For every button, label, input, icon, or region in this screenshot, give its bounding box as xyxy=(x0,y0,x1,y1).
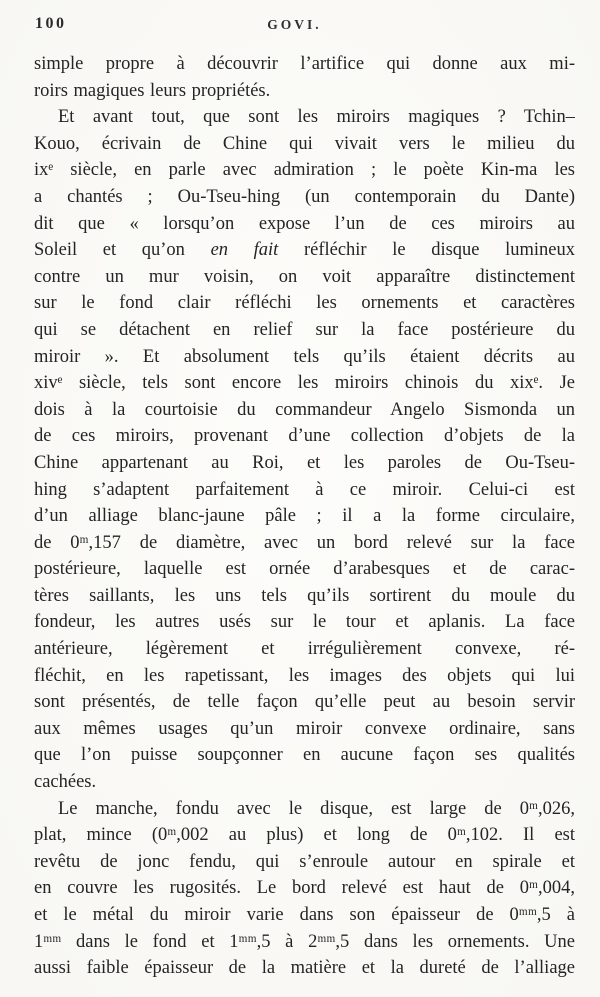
running-header: GOVI. xyxy=(267,17,322,32)
text-line: Kouo, écrivain de Chine qui vivait vers le milieu du xyxy=(34,133,575,154)
text-line: aux mêmes usages qu’un miroir convexe ordinaire, sans xyxy=(34,718,575,739)
text-line: plat, mince (0ᵐ,002 au plus) et long de 0ᵐ,102. Il est xyxy=(34,825,575,846)
text-line: que l’on puisse soupçonner en aucune façon ses qualités xyxy=(34,745,575,766)
text-line: de 0ᵐ,157 de diamètre, avec un bord relevé sur la face xyxy=(34,532,575,553)
text-line: 1ᵐᵐ dans le fond et 1ᵐᵐ,5 à 2ᵐᵐ,5 dans les ornements. Une xyxy=(34,931,575,952)
text-line: xivᵉ siècle, tels sont encore les miroirs chinois du xixᵉ. Je xyxy=(34,373,575,394)
text-segment: réfléchir le disque lumineux xyxy=(278,240,575,261)
text-line: dois à la courtoisie du commandeur Angelo Sismonda un xyxy=(34,399,575,420)
page-header xyxy=(34,13,575,39)
text-line: postérieure, laquelle est ornée d’arabesques et de carac- xyxy=(34,559,575,580)
text-line: a chantés ; Ou-Tseu-hing (un contemporain du Dante) xyxy=(34,186,575,207)
text-line: qui se détachent en relief sur la face postérieure du xyxy=(34,319,575,340)
text-line: roirs magiques leurs propriétés. xyxy=(34,80,271,101)
text-line: simple propre à découvrir l’artifice qui donne aux mi- xyxy=(34,54,575,74)
text-line: fondeur, les autres usés sur le tour et aplanis. La face xyxy=(34,612,575,633)
text-line: Chine appartenant au Roi, et les paroles de Ou-Tseu- xyxy=(34,452,575,473)
text-line: cachées. xyxy=(34,772,97,793)
page-body xyxy=(34,51,575,982)
text-line: contre un mur voisin, on voit apparaître distinctement xyxy=(34,266,575,287)
text-line: aussi faible épaisseur de la matière et la dureté de l’alliage xyxy=(34,958,575,979)
text-line: en couvre les rugosités. Le bord relevé est haut de 0ᵐ,004, xyxy=(34,878,575,899)
text-line: Et avant tout, que sont les miroirs magiques ? Tchin– xyxy=(58,107,575,128)
text-line: sont présentés, de telle façon qu’elle peut au besoin servir xyxy=(34,692,575,713)
text-line: hing s’adaptent parfaitement à ce miroir. Celui-ci est xyxy=(34,479,575,500)
text-line: sur le fond clair réfléchi les ornements et caractères xyxy=(34,293,575,314)
text-segment: Soleil et qu’on xyxy=(34,240,211,261)
text-line: tères saillants, les uns tels qu’ils sortirent du moule du xyxy=(34,585,575,606)
text-line: miroir ». Et absolument tels qu’ils étaient décrits au xyxy=(34,346,575,367)
text-line: Le manche, fondu avec le disque, est large de 0ᵐ,026, xyxy=(58,798,575,819)
text-line: et le métal du miroir varie dans son épaisseur de 0ᵐᵐ,5 à xyxy=(34,905,575,925)
emphasized-text: en fait xyxy=(210,240,279,261)
text-line: revêtu de jonc fendu, qui s’enroule autour en spirale et xyxy=(34,851,575,872)
text-line: ixᵉ siècle, en parle avec admiration ; le poète Kin-ma les xyxy=(34,160,575,181)
text-line: d’un alliage blanc-jaune pâle ; il a la forme circulaire, xyxy=(34,506,575,527)
text-line: antérieure, légèrement et irrégulièrement convexe, ré- xyxy=(34,639,575,660)
text-line xyxy=(34,237,575,264)
text-line: fléchit, en les rapetissant, les images des objets qui lui xyxy=(34,665,575,686)
text-line: de ces miroirs, provenant d’une collection d’objets de la xyxy=(34,426,575,447)
page-number: 100 xyxy=(35,15,67,32)
text-line: dit que « lorsqu’on expose l’un de ces miroirs au xyxy=(34,213,575,234)
